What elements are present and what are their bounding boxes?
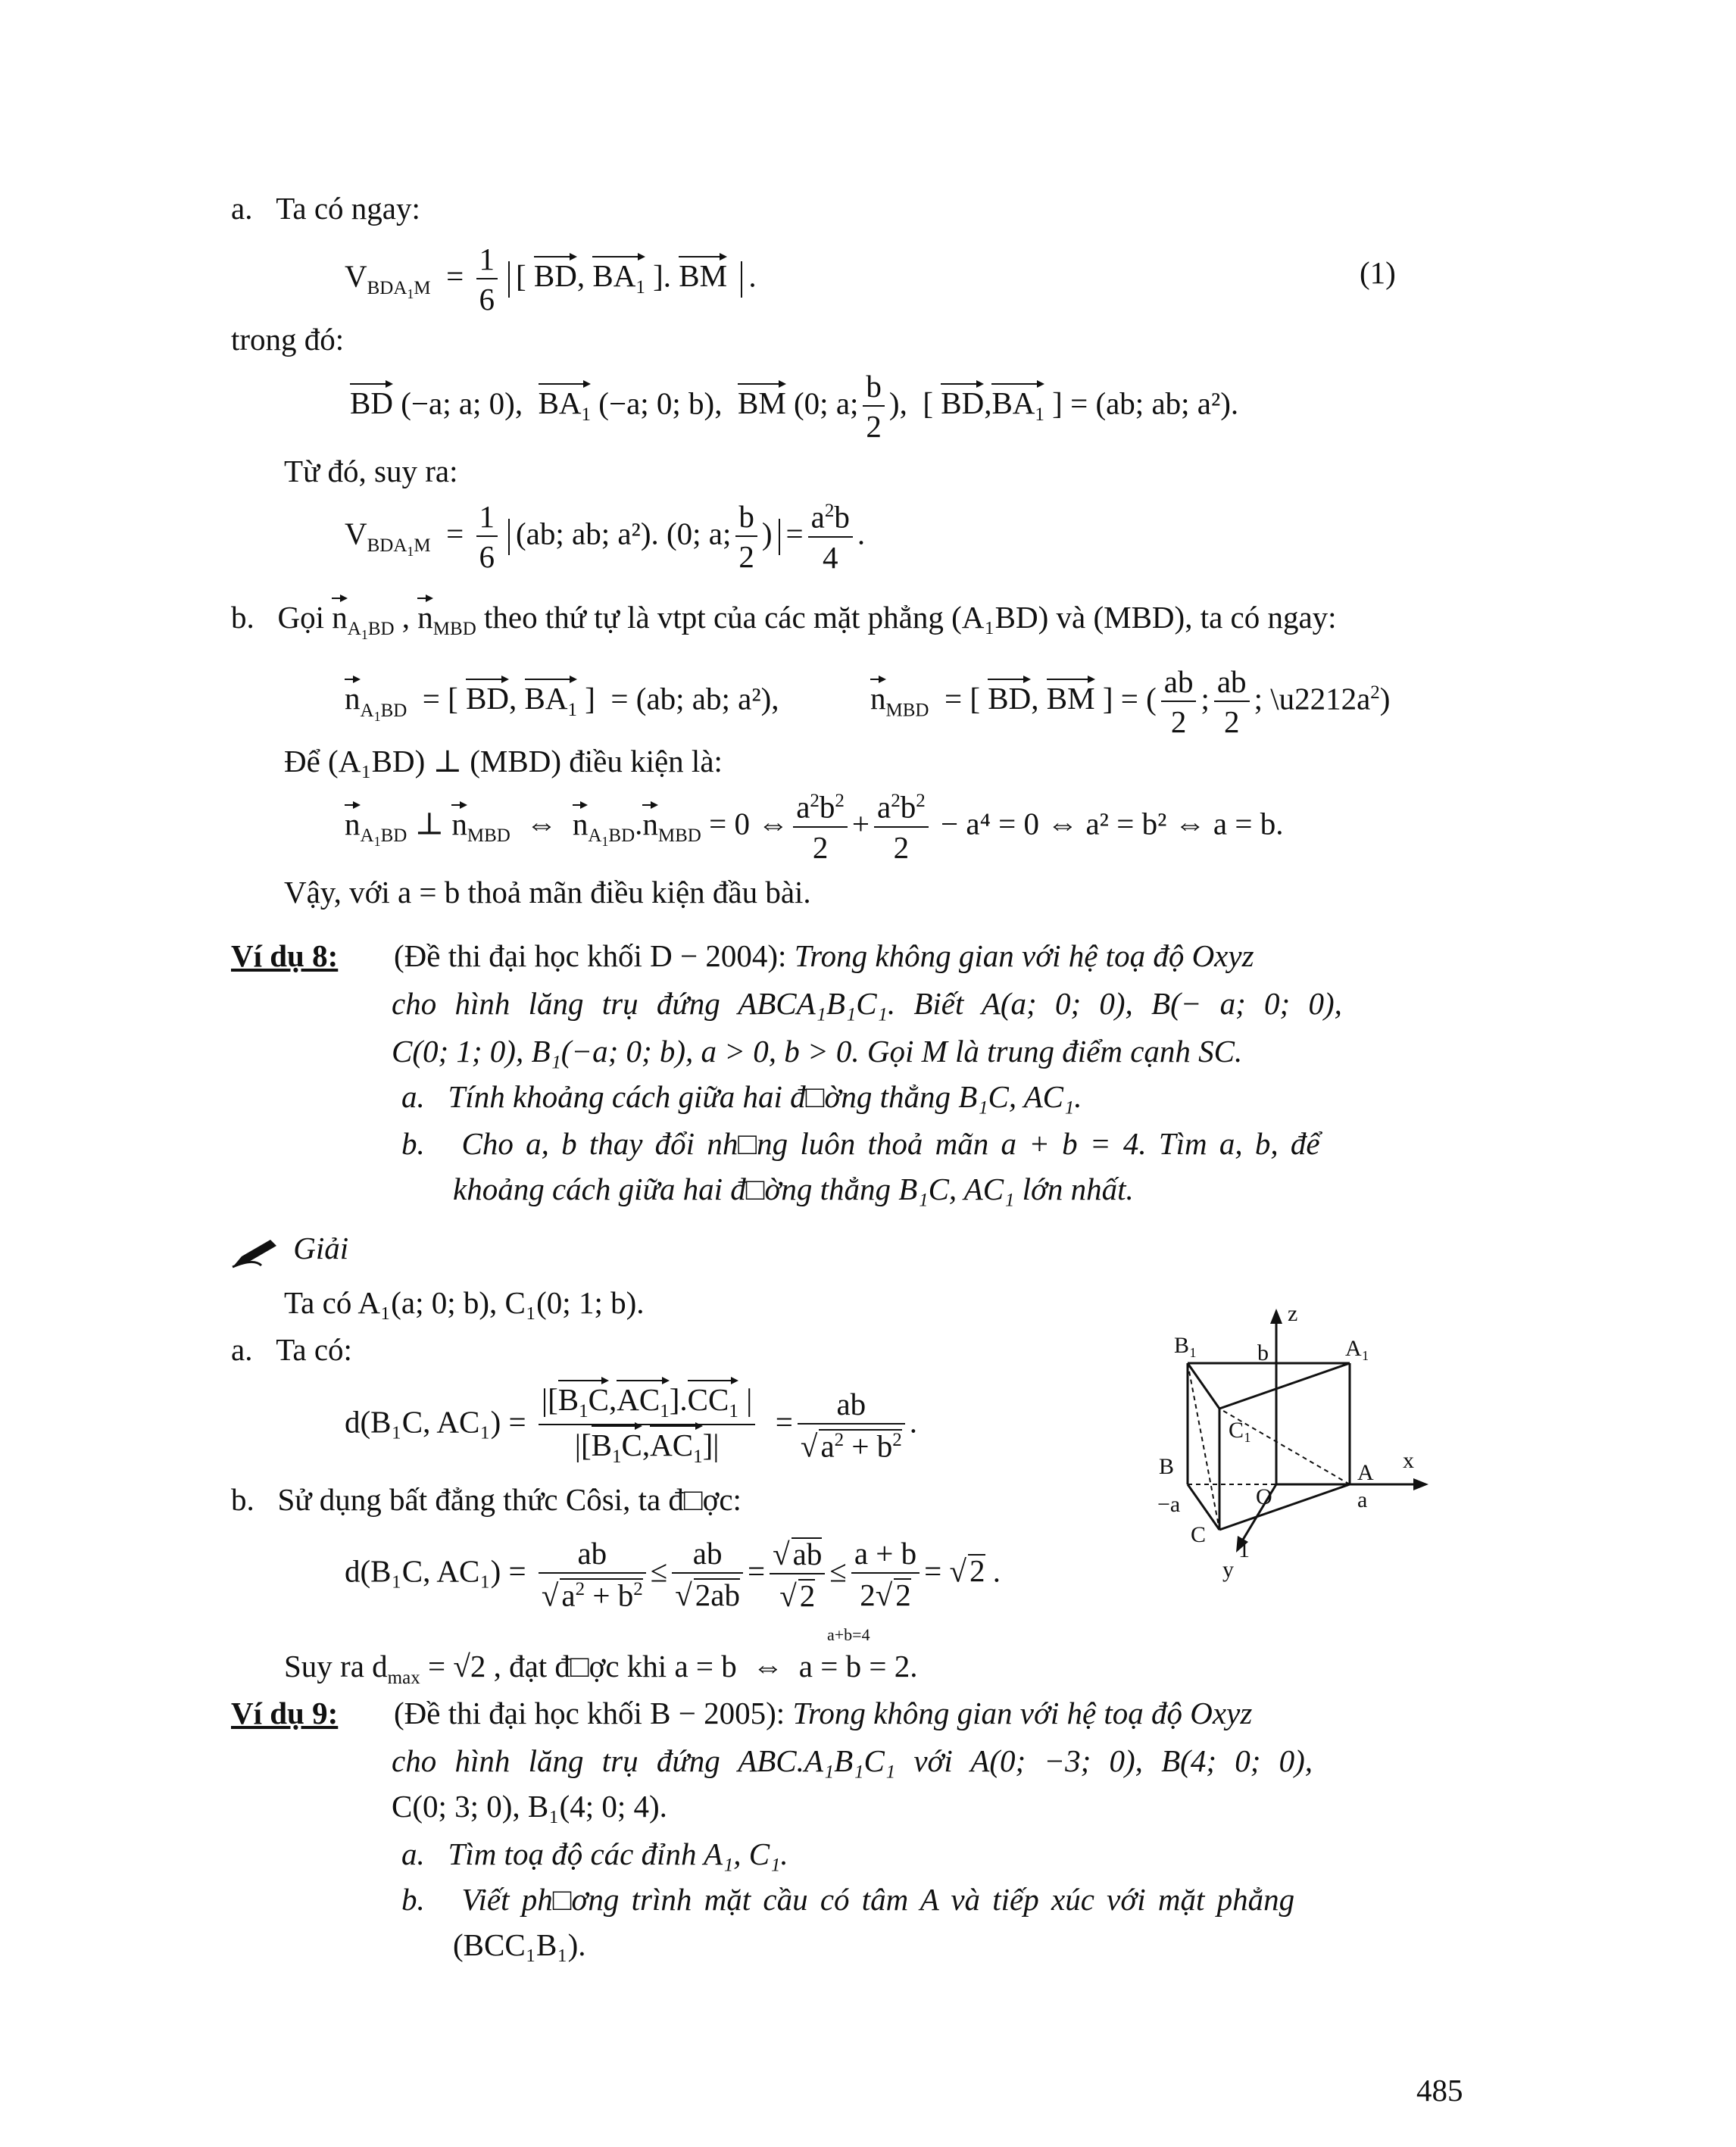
vidu8-line1: (Đề thi đại học khối D − 2004): Trong không gian với hệ toạ độ Oxyz [394, 938, 1254, 973]
vidu8-line3: C(0; 1; 0), B₁(−a; 0; b), a > 0, b > 0. Gọi M là trung điểm cạnh SC. [392, 1034, 1243, 1069]
label-B: B [1159, 1454, 1175, 1479]
vidu8-label: Ví dụ 8: [231, 938, 339, 973]
vidu8-question-a: a. Tính khoảng cách giữa hai đ□ờng thẳng B₁C, AC₁. [401, 1079, 1082, 1114]
trong-do-label: trong đó: [231, 322, 345, 357]
solution-heading: Giải [231, 1233, 348, 1269]
condition-label: Để (A₁BD) ⊥ (MBD) điều kiện là: [284, 744, 723, 779]
volume-formula-2: $V_{BDA_1M}$ = $\frac{1}{6}$ (ab; ab; a²). (0; a; $\frac{b}{2}$ ) = $\frac{a^2b}{4}$ . [345, 499, 866, 575]
volume-formula-1: $V_{BDA_1M}$ = $\frac{1}{6}$ [ BD, $BA_1$ ]. BM . [345, 242, 757, 317]
vidu9-question-b-2: (BCC₁B₁). [453, 1927, 586, 1962]
label-x: x [1403, 1448, 1414, 1473]
conclusion: Vậy, với a = b thoả mãn điều kiện đầu bài. [284, 875, 811, 910]
vector-coordinates: BD (−a; a; 0), $BA_1$ (−a; 0; b), BM (0; a; $\frac{b}{2}$ ), [ $BD,BA_1$ ] = (ab; ab; a²). [350, 369, 1239, 444]
normal-vectors: $n_{A_1BD}$ = [ BD, $BA_1$ ] = (ab; ab; a²), $n_{MBD}$ = [ BD, BM ] = ( $\frac{ab}{2}$ ; $\frac{ab}{2}$ ; $\backslash u2212a^2$) [345, 664, 1391, 739]
perpendicular-condition: $n_{A_1BD}$ ⊥ $n_{MBD}$ ⇔ $n_{A_1BD}.n_{MBD} = 0$ ⇔ $\frac{a^2b^2}{2}$ + $\frac{a^2b^2}{2}$ − a⁴ = 0 ⇔ a² = b² ⇔ a = b. [345, 789, 1284, 865]
vidu9-line1: (Đề thi đại học khối B − 2005): Trong không gian với hệ toạ độ Oxyz [394, 1696, 1253, 1730]
tu-do-label: Từ đó, suy ra: [284, 454, 458, 488]
inequality: d(B₁C, AC₁) = $\frac{ab}{√a^2 + b^2}$ ≤ $\frac{ab}{√2ab}$ = $\frac{√ab}{√2}$ ≤ $\frac{a + b}{2√2}$ = √2 . [345, 1535, 1001, 1613]
solution-final: Suy ra $d_{max} = √2$ , đạt đ□ợc khi a = b ⇔ a = b = 2. [284, 1649, 918, 1689]
label-a: a [1357, 1487, 1368, 1512]
label-b1: B₁ [1174, 1333, 1197, 1358]
label-O: O [1256, 1484, 1272, 1509]
vidu8-line2: cho hình lăng trụ đứng ABCA₁B₁C₁. Biết A(a; 0; 0), B(− a; 0; 0), [392, 986, 1342, 1021]
vidu9-label: Ví dụ 9: [231, 1696, 339, 1730]
vidu8-question-b-2: khoảng cách giữa hai đ□ờng thẳng B₁C, AC₁ lớn nhất. [453, 1172, 1134, 1206]
vidu8-question-b-1: b. Cho a, b thay đổi nh□ng luôn thoả mãn a + b = 4. Tìm a, b, để [401, 1126, 1320, 1161]
vidu9-line2: cho hình lăng trụ đứng ABC.A₁B₁C₁ với A(0; −3; 0), B(4; 0; 0), [392, 1743, 1313, 1778]
label-C: C [1191, 1522, 1207, 1547]
label-neg-a: −a [1157, 1492, 1181, 1517]
label-y: y [1222, 1557, 1234, 1582]
vidu9-question-b-1: b. Viết ph□ơng trình mặt cầu có tâm A và tiếp xúc với mặt phẳng [401, 1882, 1295, 1917]
label-one: 1 [1238, 1537, 1250, 1562]
label-z: z [1288, 1301, 1298, 1326]
prism-figure [1144, 1303, 1492, 1598]
label-c1: C₁ [1229, 1418, 1252, 1443]
vidu9-line3: C(0; 3; 0), B₁(4; 0; 4). [392, 1789, 667, 1824]
part-a-heading: a. Ta có ngay: [231, 191, 420, 226]
label-A: A [1357, 1460, 1374, 1485]
equation-number: (1) [1360, 255, 1396, 290]
condition-note: a+b=4 [827, 1625, 870, 1644]
solution-a-heading: a. Ta có: [231, 1332, 352, 1367]
label-b: b [1257, 1340, 1269, 1365]
distance-formula: d(B₁C, AC₁) = $\frac{|[B_1C,AC_1].CC_1 |}{|[B_1C,AC_1]|}$ = $\frac{ab}{√a^2 + b^2}$ . [345, 1382, 918, 1468]
part-b-heading: b. Gọi $n_{A_1BD}$ , $n_{MBD}$ theo thứ tự là vtpt của các mặt phẳng (A₁BD) và (MBD), ta có ngay: [231, 600, 1337, 643]
page-number: 485 [1416, 2073, 1463, 2108]
solution-line1: Ta có A₁(a; 0; b), C₁(0; 1; b). [284, 1285, 645, 1320]
solution-b-heading: b. Sử dụng bất đẳng thức Côsi, ta đ□ợc: [231, 1482, 742, 1517]
pencil-icon [231, 1235, 286, 1269]
vidu9-question-a: a. Tìm toạ độ các đỉnh A₁, C₁. [401, 1836, 788, 1871]
label-a1: A₁ [1345, 1336, 1370, 1361]
